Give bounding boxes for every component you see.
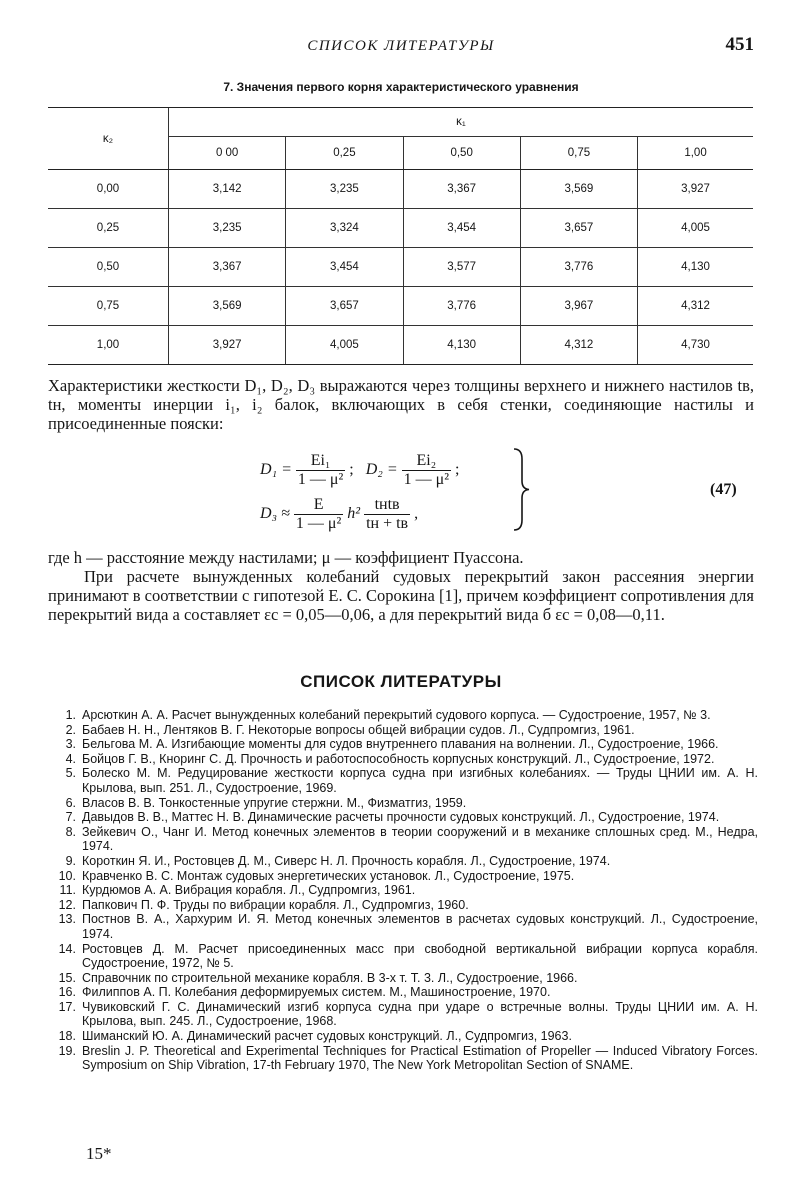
reference-text: Болеско М. М. Редуцирование жесткости корпуса судна при изгибных колебаниях. — Труды ЦНИИ им. А. Н. Крылова, вып. 251. Л., Судостроение, 1969. bbox=[82, 766, 758, 795]
table-cell: 3,454 bbox=[286, 248, 403, 287]
reference-text: Бабаев Н. Н., Лентяков В. Г. Некоторые вопросы общей вибрации судов. Л., Судпромгиз, 1961. bbox=[82, 722, 635, 737]
table-cell: 3,577 bbox=[403, 248, 520, 287]
row-label: 0,50 bbox=[48, 248, 169, 287]
reference-text: Давыдов В. В., Маттес Н. В. Динамические расчеты прочности судовых конструкций. Л., Судостроение, 1974. bbox=[82, 810, 720, 825]
table-cell: 3,454 bbox=[403, 209, 520, 248]
d2-fraction bbox=[402, 452, 451, 489]
running-head: СПИСОК ЛИТЕРАТУРЫ bbox=[307, 38, 495, 54]
d3-denominator: 1 — μ² bbox=[295, 514, 342, 532]
reference-item bbox=[48, 723, 758, 738]
reference-item bbox=[48, 796, 758, 811]
table-cell: 3,142 bbox=[169, 170, 286, 209]
reference-number: 15. bbox=[58, 970, 76, 985]
table-cell: 3,967 bbox=[520, 287, 637, 326]
right-brace-icon bbox=[510, 447, 532, 532]
reference-item bbox=[48, 869, 758, 884]
equation-number: (47) bbox=[710, 481, 737, 498]
table-caption: 7. Значения первого корня характеристического уравнения bbox=[223, 80, 579, 94]
table-cell: 3,776 bbox=[520, 248, 637, 287]
values-table bbox=[48, 107, 753, 365]
table-cell: 3,367 bbox=[169, 248, 286, 287]
reference-number: 16. bbox=[58, 985, 76, 1000]
reference-text: Постнов В. А., Хархурим И. Я. Метод конечных элементов в расчетах судовых конструкций. Л., Судостроение, 1974. bbox=[82, 912, 758, 941]
reference-number: 7. bbox=[65, 810, 76, 825]
d2-lhs: D₂ = bbox=[365, 461, 398, 478]
table-cell: 3,569 bbox=[169, 287, 286, 326]
reference-item bbox=[48, 1044, 758, 1073]
col-header-cell bbox=[169, 108, 754, 137]
table-row bbox=[48, 248, 753, 287]
row-label: 0,00 bbox=[48, 170, 169, 209]
reference-number: 11. bbox=[59, 883, 76, 898]
table-row bbox=[48, 287, 753, 326]
reference-text: Справочник по строительной механике корабля. В 3-х т. Т. 3. Л., Судостроение, 1966. bbox=[82, 970, 578, 985]
reference-text: Папкович П. Ф. Труды по вибрации корабля. Л., Судпромгиз, 1960. bbox=[82, 897, 469, 912]
reference-number: 2. bbox=[65, 722, 76, 737]
d3-numerator: E bbox=[294, 496, 343, 515]
reference-item bbox=[48, 708, 758, 723]
reference-item bbox=[48, 810, 758, 825]
reference-text: Breslin J. P. Theoretical and Experimental Techniques for Practical Estimation of Propeller — Induced Vibratory Forces. Symposium on Ship Vibration, 17-th February 1970, The New York Metropolitan Section of SNAME. bbox=[82, 1043, 758, 1073]
reference-item bbox=[48, 898, 758, 913]
reference-number: 8. bbox=[65, 824, 76, 839]
reference-number: 4. bbox=[65, 751, 76, 766]
table-cell: 3,235 bbox=[286, 170, 403, 209]
separator: ; bbox=[349, 461, 354, 478]
reference-number: 1. bbox=[65, 708, 76, 722]
table-row bbox=[48, 326, 753, 365]
reference-item bbox=[48, 1029, 758, 1044]
d2-denominator: 1 — μ² bbox=[403, 470, 450, 488]
reference-item bbox=[48, 737, 758, 752]
references-title: СПИСОК ЛИТЕРАТУРЫ bbox=[300, 672, 502, 691]
table-cell: 3,367 bbox=[403, 170, 520, 209]
reference-text: Курдюмов А. А. Вибрация корабля. Л., Судпромгиз, 1961. bbox=[82, 883, 416, 898]
d3-fraction-2 bbox=[364, 496, 410, 533]
reference-item bbox=[48, 883, 758, 898]
reference-text: Зейкевич О., Чанг И. Метод конечных элементов в теории сооружений и в механике сплошных сред. М., Недра, 1974. bbox=[82, 824, 758, 854]
table-cell: 4,312 bbox=[520, 326, 637, 365]
reference-number: 19. bbox=[58, 1043, 76, 1058]
d1-lhs: D₁ = bbox=[260, 461, 292, 478]
table-cell: 3,927 bbox=[169, 326, 286, 365]
reference-item bbox=[48, 825, 758, 854]
row-header-cell bbox=[48, 108, 169, 170]
paragraph-definitions: где h — расстояние между настилами; μ — коэффициент Пуассона. bbox=[48, 548, 524, 567]
table-row bbox=[48, 209, 753, 248]
separator: , bbox=[414, 505, 419, 522]
table-cell: 4,005 bbox=[286, 326, 403, 365]
reference-number: 5. bbox=[65, 766, 76, 781]
paragraph-stiffness: Характеристики жесткости D₁, D₂, D₃ выражаются через толщины верхнего и нижнего настилов tв, tн, моменты инерции i₁, i₂ балок, включающих в себя стенки, соединяющие настилы и присоединенные пояски: bbox=[48, 376, 754, 433]
reference-item bbox=[48, 854, 758, 869]
reference-item bbox=[48, 752, 758, 767]
table-cell: 3,324 bbox=[286, 209, 403, 248]
d3-numerator-2: tнtв bbox=[364, 496, 410, 515]
table-cell: 4,130 bbox=[403, 326, 520, 365]
col-header-label: κ₁ bbox=[456, 116, 466, 128]
paragraph-damping: При расчете вынужденных колебаний судовых перекрытий закон рассеяния энергии принимают в соответствии с гипотезой Е. С. Сорокина [1], причем коэффициент сопротивления для перекрытий вида а составляет εc = 0,05—0,06, а для перекрытий вида б εc = 0,08—0,11. bbox=[48, 567, 754, 624]
table-cell: 3,776 bbox=[403, 287, 520, 326]
reference-number: 10. bbox=[58, 868, 76, 883]
signature-mark: 15* bbox=[86, 1144, 112, 1163]
table-cell: 4,130 bbox=[638, 248, 753, 287]
d3-denominator-2: tн + tв bbox=[366, 514, 409, 532]
reference-item bbox=[48, 766, 758, 795]
reference-text: Кравченко В. С. Монтаж судовых энергетических установок. Л., Судостроение, 1975. bbox=[82, 868, 575, 883]
reference-text: Филиппов А. П. Колебания деформируемых систем. М., Машиностроение, 1970. bbox=[82, 985, 551, 1000]
reference-text: Ростовцев Д. М. Расчет присоединенных масс при свободной вертикальной вибрации корпуса корабля. Судостроение, 1972, № 5. bbox=[82, 941, 758, 971]
separator: ; bbox=[455, 461, 460, 478]
row-header-label: κ₂ bbox=[102, 132, 114, 145]
reference-item bbox=[48, 912, 758, 941]
table-cell: 3,657 bbox=[520, 209, 637, 248]
column-header: 1,00 bbox=[638, 137, 753, 170]
d1-fraction bbox=[296, 452, 345, 489]
table-cell: 3,235 bbox=[169, 209, 286, 248]
table-cell: 4,312 bbox=[638, 287, 753, 326]
reference-number: 9. bbox=[65, 853, 76, 868]
table-cell: 3,657 bbox=[286, 287, 403, 326]
references-list bbox=[48, 708, 758, 1073]
d1-denominator: 1 — μ² bbox=[297, 470, 344, 488]
reference-item bbox=[48, 942, 758, 971]
reference-text: Короткин Я. И., Ростовцев Д. М., Сиверс Н. Л. Прочность корабля. Л., Судостроение, 1974. bbox=[82, 853, 611, 868]
reference-text: Чувиковский Г. С. Динамический изгиб корпуса судна при ударе о встречные волны. Труды ЦНИИ им. А. Н. Крылова, вып. 245. Л., Судостроение, 1968. bbox=[82, 999, 758, 1029]
d3-fraction bbox=[294, 496, 343, 533]
reference-text: Арсюткин А. А. Расчет вынужденных колебаний перекрытий судового корпуса. — Судостроение, 1957, № 3. bbox=[82, 708, 711, 722]
column-header: 0 00 bbox=[169, 137, 286, 170]
column-header: 0,25 bbox=[286, 137, 403, 170]
reference-item bbox=[48, 1000, 758, 1029]
reference-number: 17. bbox=[58, 999, 76, 1014]
reference-text: Бойцов Г. В., Кноринг С. Д. Прочность и работоспособность корпусных конструкций. Л., Судостроение, 1972. bbox=[82, 751, 715, 766]
column-header: 0,75 bbox=[520, 137, 637, 170]
d3-h-squared: h² bbox=[347, 505, 361, 522]
table-body bbox=[48, 170, 753, 365]
d2-numerator: Ei₂ bbox=[402, 452, 451, 471]
table-cell: 4,730 bbox=[638, 326, 753, 365]
reference-number: 14. bbox=[58, 941, 76, 956]
reference-number: 6. bbox=[65, 795, 76, 810]
reference-item bbox=[48, 971, 758, 986]
table-cell: 3,927 bbox=[638, 170, 753, 209]
row-label: 0,25 bbox=[48, 209, 169, 248]
column-header: 0,50 bbox=[403, 137, 520, 170]
row-label: 1,00 bbox=[48, 326, 169, 365]
page-number: 451 bbox=[725, 34, 754, 55]
reference-number: 12. bbox=[58, 897, 76, 912]
reference-text: Бельгова М. А. Изгибающие моменты для судов внутреннего плавания на волнении. Л., Судостроение, 1966. bbox=[82, 737, 719, 752]
table-cell: 3,569 bbox=[520, 170, 637, 209]
row-label: 0,75 bbox=[48, 287, 169, 326]
reference-text: Власов В. В. Тонкостенные упругие стержни. М., Физматгиз, 1959. bbox=[82, 795, 467, 810]
reference-text: Шиманский Ю. А. Динамический расчет судовых конструкций. Л., Судпромгиз, 1963. bbox=[82, 1029, 572, 1044]
d3-lhs: D₃ ≈ bbox=[260, 505, 290, 522]
reference-number: 3. bbox=[65, 737, 76, 752]
table-row bbox=[48, 170, 753, 209]
reference-item bbox=[48, 985, 758, 1000]
reference-number: 13. bbox=[58, 912, 76, 927]
reference-number: 18. bbox=[58, 1029, 76, 1044]
table-cell: 4,005 bbox=[638, 209, 753, 248]
d1-numerator: Ei₁ bbox=[296, 452, 345, 471]
